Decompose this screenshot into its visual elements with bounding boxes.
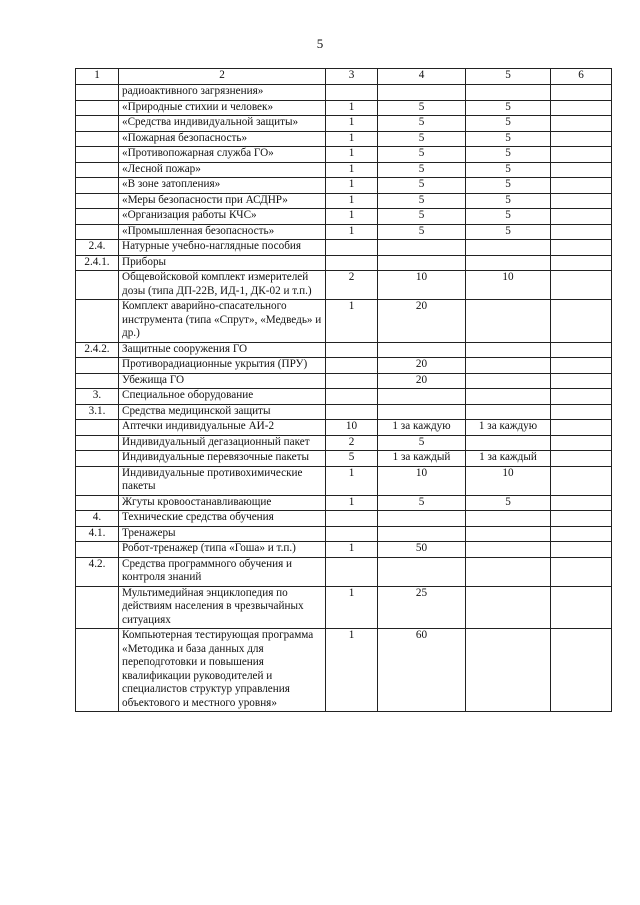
row-number-cell [76,100,119,116]
col5-cell: 5 [466,209,551,225]
table-row [76,629,612,712]
col6-cell [551,116,612,132]
row-name-cell: «В зоне затопления» [119,178,326,194]
row-name-cell: Средства программного обучения и контроля знаний [119,557,326,586]
col6-cell [551,224,612,240]
col4-cell [378,85,466,101]
row-name-cell: «Меры безопасности при АСДНР» [119,193,326,209]
row-name-cell: Комплект аварийно-спасательного инструмента (типа «Спрут», «Медведь» и др.) [119,300,326,343]
row-number-cell [76,358,119,374]
col5-cell [466,240,551,256]
table-row [76,300,612,343]
col3-cell [326,255,378,271]
col6-cell [551,131,612,147]
col5-cell [466,557,551,586]
col6-cell [551,586,612,629]
row-number-cell: 2.4.1. [76,255,119,271]
header-cell: 4 [378,69,466,85]
col3-cell: 1 [326,466,378,495]
row-name-cell: Робот-тренажер (типа «Гоша» и т.п.) [119,542,326,558]
col4-cell: 60 [378,629,466,712]
col6-cell [551,240,612,256]
col5-cell: 5 [466,193,551,209]
col3-cell [326,358,378,374]
col4-cell [378,526,466,542]
row-number-cell [76,495,119,511]
col6-cell [551,271,612,300]
table-row [76,193,612,209]
col3-cell [326,557,378,586]
col6-cell [551,342,612,358]
col3-cell [326,526,378,542]
col5-cell [466,373,551,389]
col5-cell [466,586,551,629]
col4-cell: 20 [378,300,466,343]
row-number-cell: 3.1. [76,404,119,420]
col3-cell: 1 [326,193,378,209]
col5-cell: 5 [466,116,551,132]
col6-cell [551,389,612,405]
row-number-cell [76,193,119,209]
row-name-cell: Защитные сооружения ГО [119,342,326,358]
col5-cell [466,342,551,358]
row-number-cell [76,209,119,225]
col5-cell: 5 [466,162,551,178]
col3-cell [326,373,378,389]
col6-cell [551,255,612,271]
table-row [76,224,612,240]
row-number-cell [76,85,119,101]
col5-cell [466,435,551,451]
col4-cell [378,557,466,586]
table-row [76,542,612,558]
row-name-cell: Жгуты кровоостанавливающие [119,495,326,511]
row-number-cell [76,271,119,300]
col3-cell [326,511,378,527]
col4-cell [378,240,466,256]
row-number-cell [76,162,119,178]
col5-cell [466,404,551,420]
row-number-cell [76,147,119,163]
col5-cell: 5 [466,178,551,194]
col6-cell [551,100,612,116]
col3-cell: 1 [326,162,378,178]
table-row [76,271,612,300]
col6-cell [551,629,612,712]
col4-cell: 1 за каждую [378,420,466,436]
col4-cell: 5 [378,147,466,163]
col5-cell [466,85,551,101]
row-number-cell [76,542,119,558]
col4-cell [378,511,466,527]
row-name-cell: «Средства индивидуальной защиты» [119,116,326,132]
col4-cell: 5 [378,131,466,147]
col4-cell: 5 [378,116,466,132]
row-number-cell [76,451,119,467]
col5-cell [466,389,551,405]
col4-cell: 5 [378,224,466,240]
col4-cell: 10 [378,271,466,300]
col5-cell: 1 за каждую [466,420,551,436]
row-number-cell: 4. [76,511,119,527]
row-name-cell: «Пожарная безопасность» [119,131,326,147]
row-number-cell: 4.1. [76,526,119,542]
col5-cell: 5 [466,495,551,511]
table-row [76,131,612,147]
col6-cell [551,526,612,542]
row-name-cell: Индивидуальные перевязочные пакеты [119,451,326,467]
table-row [76,342,612,358]
table-row [76,358,612,374]
col3-cell [326,404,378,420]
col4-cell [378,389,466,405]
table-row [76,240,612,256]
row-name-cell: Общевойсковой комплект измерителей дозы (типа ДП-22В, ИД-1, ДК-02 и т.п.) [119,271,326,300]
col3-cell: 1 [326,147,378,163]
col3-cell: 10 [326,420,378,436]
col3-cell: 1 [326,629,378,712]
table-row [76,526,612,542]
col6-cell [551,85,612,101]
header-cell: 6 [551,69,612,85]
col5-cell: 5 [466,131,551,147]
table-row [76,420,612,436]
col5-cell [466,255,551,271]
col6-cell [551,495,612,511]
table-row [76,85,612,101]
col4-cell: 5 [378,100,466,116]
table-row [76,178,612,194]
col5-cell: 1 за каждый [466,451,551,467]
col4-cell: 20 [378,373,466,389]
header-cell: 5 [466,69,551,85]
table-body [76,69,612,712]
row-name-cell: «Организация работы КЧС» [119,209,326,225]
table-row [76,511,612,527]
table-row [76,100,612,116]
table-row [76,209,612,225]
col3-cell [326,389,378,405]
col3-cell: 1 [326,495,378,511]
col4-cell: 5 [378,162,466,178]
col3-cell: 1 [326,178,378,194]
col6-cell [551,373,612,389]
col3-cell: 1 [326,224,378,240]
table-row [76,162,612,178]
row-name-cell: Убежища ГО [119,373,326,389]
row-number-cell [76,466,119,495]
table-row [76,389,612,405]
col4-cell: 5 [378,193,466,209]
col6-cell [551,435,612,451]
col6-cell [551,358,612,374]
col5-cell [466,511,551,527]
col4-cell: 5 [378,495,466,511]
col6-cell [551,404,612,420]
row-number-cell [76,586,119,629]
table-row [76,495,612,511]
table-row [76,404,612,420]
col4-cell: 5 [378,178,466,194]
row-name-cell: радиоактивного загрязнения» [119,85,326,101]
col6-cell [551,300,612,343]
col3-cell: 2 [326,435,378,451]
row-name-cell: Индивидуальные противохимические пакеты [119,466,326,495]
col4-cell: 5 [378,435,466,451]
table-row [76,435,612,451]
col4-cell: 1 за каждый [378,451,466,467]
row-name-cell: Тренажеры [119,526,326,542]
col5-cell [466,629,551,712]
header-cell: 3 [326,69,378,85]
col6-cell [551,209,612,225]
row-number-cell [76,373,119,389]
row-name-cell: Компьютерная тестирующая программа «Методика и база данных для переподготовки и повышения квалификации руководителей и специалистов структур управления объектового и местного уровня» [119,629,326,712]
col3-cell [326,342,378,358]
row-number-cell [76,178,119,194]
table-row [76,451,612,467]
table-row [76,116,612,132]
col5-cell: 5 [466,100,551,116]
row-number-cell [76,435,119,451]
row-name-cell: «Противопожарная служба ГО» [119,147,326,163]
table-row [76,466,612,495]
table-row [76,373,612,389]
col3-cell: 1 [326,586,378,629]
col5-cell [466,300,551,343]
col6-cell [551,147,612,163]
row-number-cell [76,116,119,132]
col4-cell [378,404,466,420]
col3-cell [326,85,378,101]
col3-cell: 1 [326,209,378,225]
col5-cell: 5 [466,224,551,240]
row-name-cell: Аптечки индивидуальные АИ-2 [119,420,326,436]
row-number-cell: 3. [76,389,119,405]
col3-cell [326,240,378,256]
header-cell: 1 [76,69,119,85]
col3-cell: 5 [326,451,378,467]
col5-cell [466,542,551,558]
col6-cell [551,193,612,209]
row-number-cell: 2.4. [76,240,119,256]
row-name-cell: «Лесной пожар» [119,162,326,178]
row-name-cell: Противорадиационные укрытия (ПРУ) [119,358,326,374]
row-number-cell [76,420,119,436]
row-number-cell [76,629,119,712]
col4-cell: 50 [378,542,466,558]
table-row [76,586,612,629]
col3-cell: 1 [326,300,378,343]
header-cell: 2 [119,69,326,85]
row-name-cell: «Природные стихии и человек» [119,100,326,116]
row-name-cell: Технические средства обучения [119,511,326,527]
col3-cell: 2 [326,271,378,300]
table-header-row [76,69,612,85]
col6-cell [551,542,612,558]
col5-cell: 10 [466,271,551,300]
col4-cell: 10 [378,466,466,495]
table-row [76,255,612,271]
col4-cell: 20 [378,358,466,374]
row-number-cell: 4.2. [76,557,119,586]
col6-cell [551,178,612,194]
row-name-cell: Натурные учебно-наглядные пособия [119,240,326,256]
col6-cell [551,451,612,467]
row-name-cell: «Промышленная безопасность» [119,224,326,240]
col4-cell [378,255,466,271]
row-number-cell: 2.4.2. [76,342,119,358]
col6-cell [551,420,612,436]
table-row [76,557,612,586]
col6-cell [551,162,612,178]
col3-cell: 1 [326,116,378,132]
col6-cell [551,557,612,586]
page-number: 5 [316,36,324,51]
col3-cell: 1 [326,131,378,147]
col6-cell [551,466,612,495]
col5-cell [466,358,551,374]
row-name-cell: Средства медицинской защиты [119,404,326,420]
row-number-cell [76,300,119,343]
col3-cell: 1 [326,100,378,116]
row-name-cell: Специальное оборудование [119,389,326,405]
row-name-cell: Индивидуальный дегазационный пакет [119,435,326,451]
col3-cell: 1 [326,542,378,558]
equipment-table [75,68,612,712]
col4-cell: 25 [378,586,466,629]
row-name-cell: Приборы [119,255,326,271]
col6-cell [551,511,612,527]
col5-cell [466,526,551,542]
row-name-cell: Мультимедийная энциклопедия по действиям населения в чрезвычайных ситуациях [119,586,326,629]
row-number-cell [76,131,119,147]
col4-cell: 5 [378,209,466,225]
row-number-cell [76,224,119,240]
col4-cell [378,342,466,358]
col5-cell: 10 [466,466,551,495]
table-row [76,147,612,163]
col5-cell: 5 [466,147,551,163]
